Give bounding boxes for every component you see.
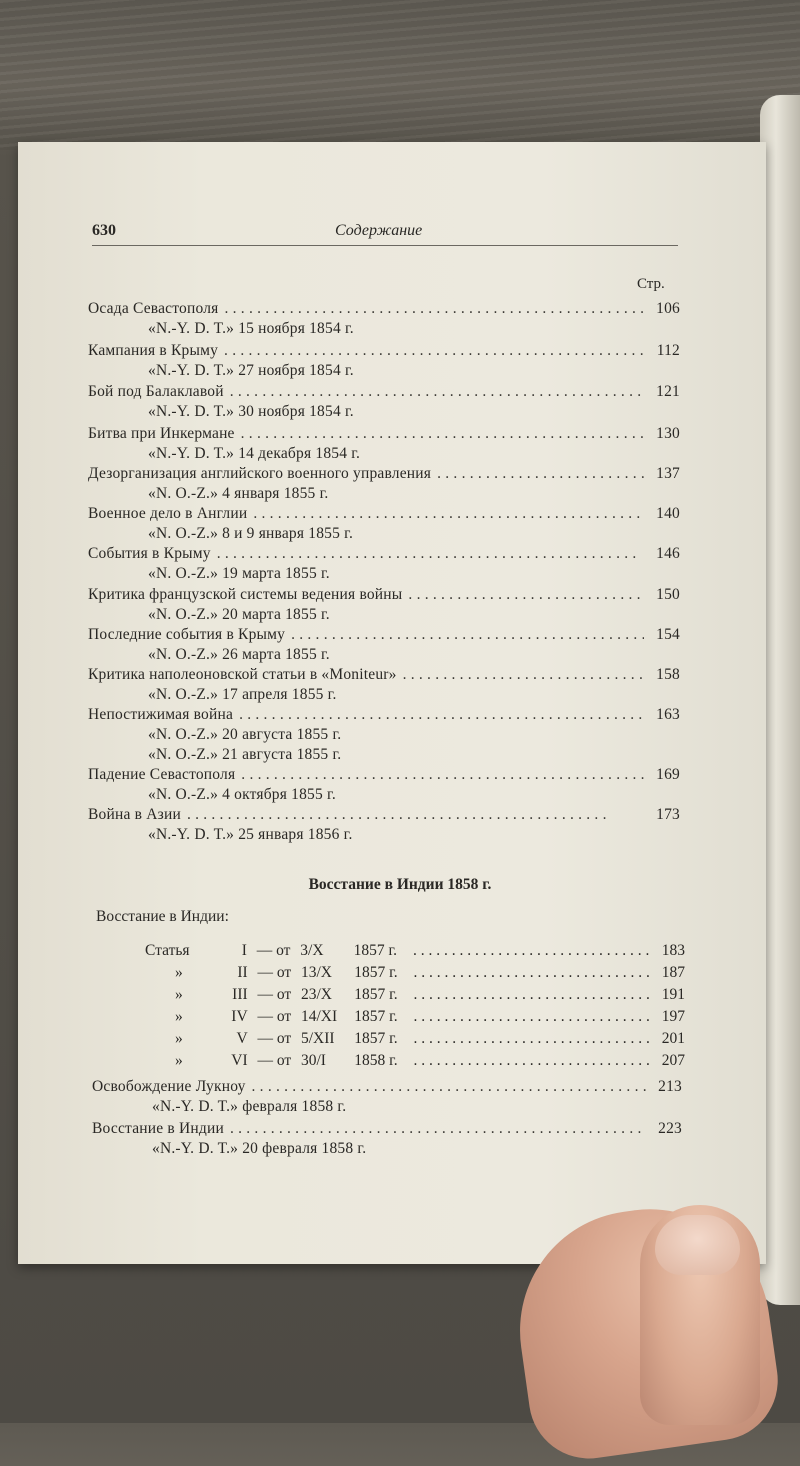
article-word: Статья xyxy=(145,942,190,959)
entry-title: Освобождение Лукноу xyxy=(92,1078,246,1095)
article-word: » xyxy=(175,1052,183,1069)
section-subheading: Восстание в Индии: xyxy=(96,908,229,925)
article-date: 23/X xyxy=(300,986,332,1003)
entry-title: Военное дело в Англии xyxy=(88,505,248,522)
toc-entry xyxy=(88,425,680,465)
article-date: 30/I xyxy=(300,1052,326,1069)
article-word: » xyxy=(175,1030,183,1047)
entry-page: 213 xyxy=(658,1078,682,1095)
article-row xyxy=(145,942,685,962)
article-sep: — от xyxy=(256,942,291,959)
header-rule xyxy=(92,245,678,246)
entry-source: «N.-Y. D. T.» февраля 1858 г. xyxy=(152,1098,347,1115)
toc-entry xyxy=(88,666,680,706)
article-row xyxy=(145,1052,685,1072)
entry-page: 150 xyxy=(656,586,680,603)
entry-page: 169 xyxy=(656,766,680,783)
article-number: II xyxy=(237,964,248,981)
toc-entry xyxy=(92,1078,682,1118)
article-sep: — от xyxy=(257,986,292,1003)
article-year: 1858 г. xyxy=(354,1052,398,1069)
article-date: 14/XI xyxy=(300,1008,338,1025)
entry-source: «N. O.-Z.» 8 и 9 января 1855 г. xyxy=(148,525,354,542)
entry-title: Бой под Балаклавой xyxy=(88,383,224,400)
toc-entry xyxy=(88,465,680,505)
article-date: 5/XII xyxy=(300,1030,335,1047)
toc-entry xyxy=(92,1120,682,1160)
article-row xyxy=(145,1030,685,1050)
entry-title: Дезорганизация английского военного управления xyxy=(88,465,432,482)
entry-page: 223 xyxy=(658,1120,682,1137)
article-date: 3/X xyxy=(300,942,324,959)
article-row xyxy=(145,964,685,984)
entry-page: 158 xyxy=(656,666,680,683)
article-number: VI xyxy=(231,1052,248,1069)
toc-entry xyxy=(88,545,680,585)
pages-column-label: Стр. xyxy=(637,276,665,292)
entry-source: «N. O.-Z.» 20 августа 1855 г. xyxy=(148,726,342,743)
entry-title: Падение Севастополя xyxy=(88,766,236,783)
entry-source: «N.-Y. D. T.» 25 января 1856 г. xyxy=(148,826,353,843)
entry-page: 130 xyxy=(656,425,680,442)
entry-title: Непостижимая война xyxy=(88,706,234,723)
entry-page: 137 xyxy=(656,465,680,482)
article-number: V xyxy=(236,1030,248,1047)
fingernail xyxy=(655,1215,740,1275)
article-year: 1857 г. xyxy=(353,942,397,959)
entry-page: 112 xyxy=(656,342,680,359)
article-sep: — от xyxy=(257,1008,292,1025)
entry-source: «N. O.-Z.» 20 марта 1855 г. xyxy=(148,606,330,623)
article-page: 201 xyxy=(661,1030,686,1047)
entry-source: «N. O.-Z.» 17 апреля 1855 г. xyxy=(148,686,337,703)
entry-title: Осада Севастополя xyxy=(88,300,219,317)
entry-title: События в Крыму xyxy=(88,545,211,562)
toc-entry xyxy=(88,300,680,340)
toc-entry xyxy=(88,626,680,666)
entry-source: «N.-Y. D. T.» 15 ноября 1854 г. xyxy=(148,320,354,337)
article-sep: — от xyxy=(257,1030,292,1047)
entry-source: «N.-Y. D. T.» 27 ноября 1854 г. xyxy=(148,362,354,379)
entry-source: «N. O.-Z.» 4 января 1855 г. xyxy=(148,485,329,502)
article-word: » xyxy=(175,986,183,1003)
entry-source: «N.-Y. D. T.» 14 декабря 1854 г. xyxy=(148,445,361,462)
table-surface xyxy=(0,0,800,150)
entry-source: «N. O.-Z.» 26 марта 1855 г. xyxy=(148,646,330,663)
article-row xyxy=(145,1008,685,1028)
entry-source: «N. O.-Z.» 21 августа 1855 г. xyxy=(148,746,342,763)
article-word: » xyxy=(175,1008,183,1025)
toc-entry xyxy=(88,342,680,382)
article-year: 1857 г. xyxy=(354,1030,398,1047)
article-year: 1857 г. xyxy=(354,964,398,981)
page-number: 630 xyxy=(92,222,116,239)
entry-source: «N.-Y. D. T.» 30 ноября 1854 г. xyxy=(148,403,354,420)
toc-entry xyxy=(88,505,680,545)
article-number: III xyxy=(232,986,248,1003)
article-year: 1857 г. xyxy=(354,986,398,1003)
entry-title: Восстание в Индии xyxy=(92,1120,224,1137)
toc-entry xyxy=(88,766,680,806)
entry-page: 154 xyxy=(656,626,680,643)
article-year: 1857 г. xyxy=(354,1008,398,1025)
entry-page: 173 xyxy=(656,806,680,823)
section-heading: Восстание в Индии 1858 г. xyxy=(308,876,492,893)
article-sep: — от xyxy=(257,964,292,981)
toc-entry xyxy=(88,383,680,423)
entry-source: «N.-Y. D. T.» 20 февраля 1858 г. xyxy=(152,1140,367,1157)
entry-page: 146 xyxy=(656,545,680,562)
article-date: 13/X xyxy=(300,964,332,981)
entry-source: «N. O.-Z.» 19 марта 1855 г. xyxy=(148,565,330,582)
toc-entry xyxy=(88,586,680,626)
article-page: 187 xyxy=(661,964,686,981)
entry-title: Критика наполеоновской статьи в «Moniteur» xyxy=(88,666,397,683)
entry-page: 163 xyxy=(656,706,680,723)
entry-title: Кампания в Крыму xyxy=(88,342,219,359)
entry-page: 106 xyxy=(656,300,680,317)
article-page: 207 xyxy=(661,1052,686,1069)
article-number: IV xyxy=(231,1008,248,1025)
book-page-edges xyxy=(760,95,800,1305)
entry-title: Последние события в Крыму xyxy=(88,626,286,643)
article-sep: — от xyxy=(257,1052,292,1069)
article-page: 197 xyxy=(661,1008,686,1025)
running-title: Содержание xyxy=(335,222,423,239)
entry-page: 140 xyxy=(656,505,680,522)
article-page: 191 xyxy=(661,986,686,1003)
entry-page: 121 xyxy=(656,383,680,400)
toc-entry xyxy=(88,806,680,846)
article-number: I xyxy=(241,942,247,959)
article-row xyxy=(145,986,685,1006)
article-word: » xyxy=(175,964,183,981)
entry-title: Критика французской системы ведения войны xyxy=(88,586,403,603)
entry-title: Битва при Инкермане xyxy=(88,425,235,442)
article-page: 183 xyxy=(661,942,686,959)
entry-source: «N. O.-Z.» 4 октября 1855 г. xyxy=(148,786,336,803)
toc-entry xyxy=(88,706,680,766)
entry-title: Война в Азии xyxy=(88,806,181,823)
